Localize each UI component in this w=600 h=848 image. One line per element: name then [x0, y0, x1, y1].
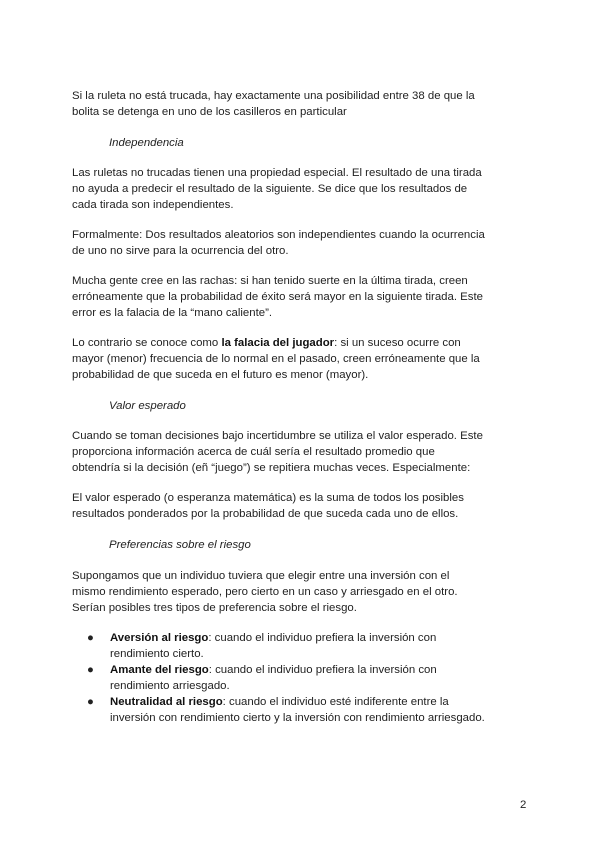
text-line: mayor (menor) frecuencia de lo normal en el pasado, creen erróneamente que la	[72, 353, 480, 365]
text-line: Mucha gente cree en las rachas: si han tenido suerte en la última tirada, creen	[72, 275, 468, 287]
text-fragment: : cuando el individuo esté indiferente entre la	[222, 696, 449, 708]
paragraph-falacia-jugador	[72, 335, 532, 383]
paragraph-definicion-valor-esperado	[72, 490, 532, 522]
text-line: Serían posibles tres tipos de preferencia sobre el riesgo.	[72, 602, 357, 614]
paragraph-decisiones	[72, 428, 532, 476]
text-line: erróneamente que la probabilidad de éxito será mayor en la siguiente tirada. Este	[72, 291, 483, 303]
text-line: obtendría si la decisión (eñ “juego”) se repitiera muchas veces. Especialmente:	[72, 462, 471, 474]
text-line	[110, 630, 542, 646]
text-line: Formalmente: Dos resultados aleatorios son independientes cuando la ocurrencia	[72, 229, 485, 241]
bullet-icon: ●	[87, 664, 94, 676]
text-line	[110, 694, 542, 710]
bullet-icon: ●	[87, 632, 94, 644]
heading-preferencias: Preferencias sobre el riesgo	[109, 539, 251, 551]
bold-term: Aversión al riesgo	[110, 632, 209, 644]
text-line: de uno no sirve para la ocurrencia del otro.	[72, 245, 289, 257]
text-line: Si la ruleta no está trucada, hay exactamente una posibilidad entre 38 de que la	[72, 90, 475, 102]
bold-term: la falacia del jugador	[221, 337, 335, 349]
text-fragment: : cuando el individuo prefiera la inversión con	[208, 632, 437, 644]
paragraph-supongamos	[72, 568, 532, 616]
text-line	[72, 335, 532, 351]
text-line: probabilidad de que suceda en el futuro es menor (mayor).	[72, 369, 369, 381]
paragraph-ruletas-no-trucadas	[72, 165, 532, 213]
list-item	[72, 694, 542, 726]
text-line: no ayuda a predecir el resultado de la siguiente. Se dice que los resultados de	[72, 183, 468, 195]
bullet-icon: ●	[87, 696, 94, 708]
list-item	[72, 630, 542, 662]
text-fragment: : cuando el individuo prefiera la inversión con	[208, 664, 437, 676]
text-line: bolita se detenga en uno de los casilleros en particular	[72, 106, 347, 118]
text-line: El valor esperado (o esperanza matemática) es la suma de todos los posibles	[72, 492, 464, 504]
text-line: inversión con rendimiento cierto y la inversión con rendimiento arriesgado.	[110, 712, 485, 724]
text-line: rendimiento arriesgado.	[110, 680, 230, 692]
text-line: proporciona información acerca de cuál sería el resultado promedio que	[72, 446, 435, 458]
paragraph-formalmente	[72, 227, 532, 259]
text-fragment: Lo contrario se conoce como	[72, 337, 222, 349]
text-line: cada tirada son independientes.	[72, 199, 234, 211]
paragraph-rachas	[72, 273, 532, 321]
list-item	[72, 662, 542, 694]
text-line: resultados ponderados por la probabilidad de que suceda cada uno de ellos.	[72, 508, 459, 520]
text-line: rendimiento cierto.	[110, 648, 204, 660]
paragraph-ruleta	[72, 88, 532, 120]
heading-independencia: Independencia	[109, 137, 184, 149]
text-line: error es la falacia de la “mano caliente”.	[72, 307, 273, 319]
text-line	[110, 662, 542, 678]
bold-term: Amante del riesgo	[110, 664, 209, 676]
text-line: mismo rendimiento esperado, pero cierto en un caso y arriesgado en el otro.	[72, 586, 458, 598]
bold-term: Neutralidad al riesgo	[110, 696, 223, 708]
text-line: Supongamos que un individuo tuviera que elegir entre una inversión con el	[72, 570, 450, 582]
text-fragment: : si un suceso ocurre con	[334, 337, 461, 349]
heading-valor-esperado: Valor esperado	[109, 400, 186, 412]
text-line: Las ruletas no trucadas tienen una propiedad especial. El resultado de una tirada	[72, 167, 482, 179]
risk-preference-list	[72, 630, 542, 726]
page-number: 2	[520, 799, 527, 811]
text-line: Cuando se toman decisiones bajo incertidumbre se utiliza el valor esperado. Este	[72, 430, 483, 442]
